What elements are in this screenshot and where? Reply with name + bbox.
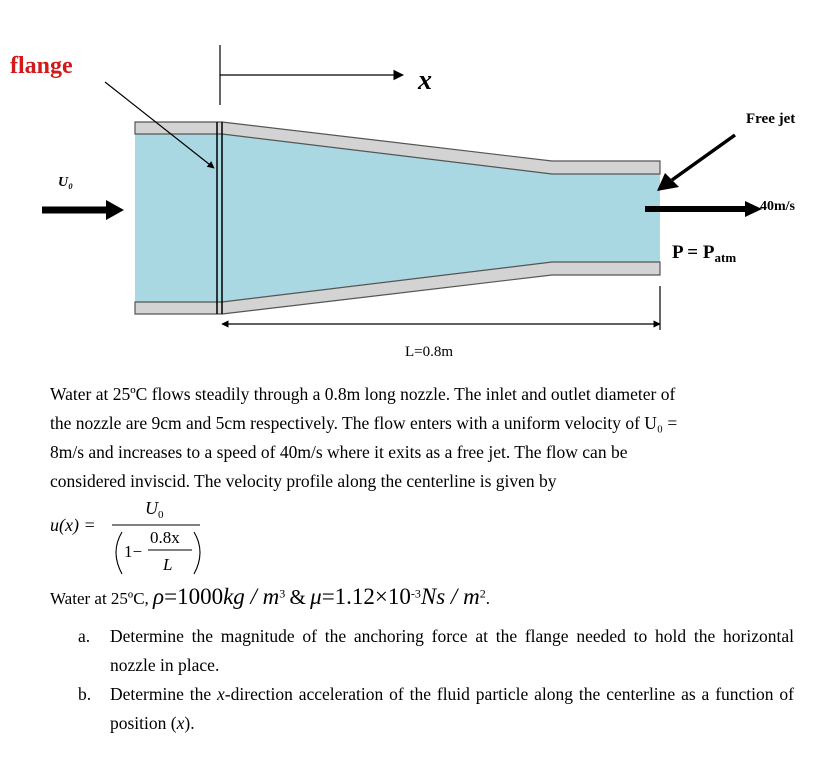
free-jet-label: Free jet	[746, 111, 796, 127]
outlet-velocity-label: 40m/s	[760, 199, 795, 214]
rho-exponent: 3	[279, 586, 286, 601]
question-a	[78, 622, 794, 679]
question-label: a.	[78, 626, 91, 646]
formula-inner-numerator: 0.8x	[150, 528, 180, 547]
free-jet-pointer-shaft	[672, 135, 735, 180]
mu-unit-exponent: 2	[479, 586, 486, 601]
question-text: Determine the magnitude of the anchoring force at the flange needed to hold the horizontal nozzle in place.	[110, 626, 794, 675]
rho-symbol: ρ	[153, 584, 165, 609]
formula-numerator-u: U	[145, 498, 158, 518]
formula-left-paren	[116, 532, 122, 574]
question-b-x2: x	[176, 712, 185, 733]
mu-unit: Ns / m	[420, 584, 480, 609]
question-text	[110, 680, 794, 737]
fluid-properties	[50, 584, 490, 610]
paragraph-line: 8m/s and increases to a speed of 40m/s where it exits as a free jet. The flow can be	[50, 442, 628, 462]
pressure-label-main: P = P	[672, 242, 715, 263]
question-b-part2: -direction acceleration of the fluid particle along the centerline as a function of position (	[110, 684, 794, 733]
rho-value: =1000	[164, 584, 224, 609]
x-axis-label: x	[418, 65, 432, 96]
formula-lhs: u(x) =	[50, 515, 96, 535]
inlet-arrowhead	[106, 200, 124, 220]
mu-exponent: -3	[410, 586, 421, 601]
question-b-x1: x	[217, 684, 225, 704]
question-b	[78, 680, 794, 737]
question-list	[78, 622, 794, 738]
question-label: b.	[78, 684, 92, 704]
pressure-label	[672, 242, 736, 265]
formula-numerator-sub: 0	[158, 509, 164, 521]
properties-end: .	[485, 589, 490, 608]
problem-paragraph	[50, 380, 795, 496]
pressure-label-sub: atm	[714, 250, 737, 265]
ampersand: &	[289, 585, 306, 609]
formula-inner-denominator: L	[163, 555, 173, 574]
length-label: L=0.8m	[405, 344, 454, 360]
mu-value: =1.12×10	[321, 584, 411, 609]
mu-symbol: μ	[310, 584, 322, 609]
velocity-formula	[50, 498, 250, 578]
flange-label: flange	[10, 53, 73, 79]
formula-one-minus: 1−	[124, 542, 143, 561]
question-b-end: ).	[184, 712, 195, 733]
paragraph-line: the nozzle are 9cm and 5cm respectively. The flow enters with a uniform velocity of U₀ =	[50, 413, 678, 433]
paragraph-line: Water at 25ºC flows steadily through a 0.8m long nozzle. The inlet and outlet diameter of	[50, 384, 676, 404]
paragraph-line: considered inviscid. The velocity profile along the centerline is given by	[50, 471, 557, 491]
nozzle-diagram	[0, 0, 828, 375]
rho-unit: kg / m	[223, 584, 280, 609]
properties-prefix: Water at 25ºC,	[50, 589, 149, 608]
formula-numerator	[145, 498, 164, 521]
water-region	[135, 134, 660, 302]
inlet-velocity-label: U₀	[58, 175, 73, 190]
formula-right-paren	[194, 532, 200, 574]
question-b-part1: Determine the	[110, 684, 218, 704]
